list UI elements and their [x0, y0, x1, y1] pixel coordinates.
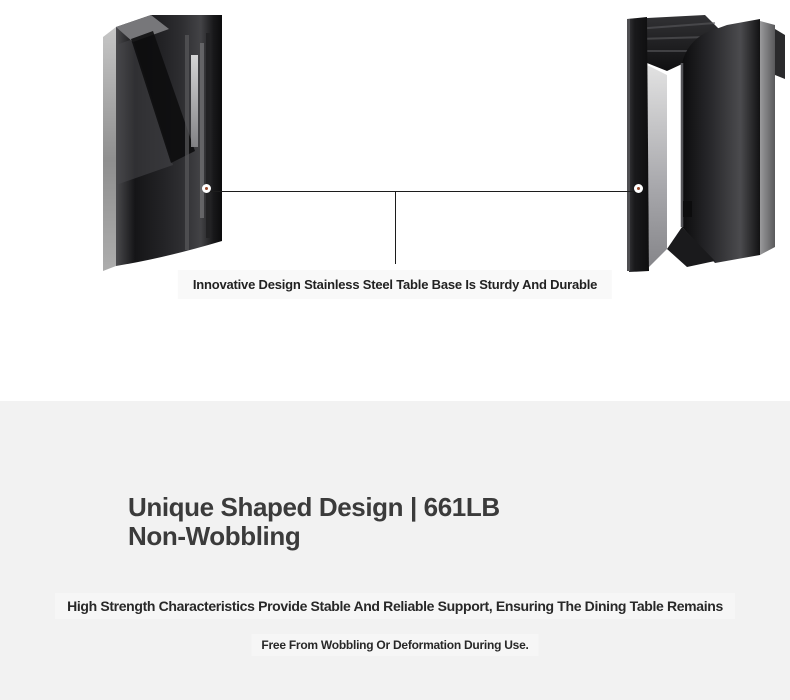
callout-line-horizontal [209, 191, 642, 192]
feature-heading [128, 493, 500, 551]
feature-body-line1: High Strength Characteristics Provide Stable And Reliable Support, Ensuring The Dining Table Remains [55, 593, 735, 619]
callout-dot-right-icon [634, 184, 643, 193]
table-leg-image-right [627, 15, 790, 273]
feature-heading-line2: Non-Wobbling [128, 521, 301, 551]
callout-line-vertical [395, 191, 396, 264]
callout-dot-left-icon [202, 184, 211, 193]
feature-heading-line1: Unique Shaped Design | 661LB [128, 492, 500, 522]
table-leg-image-left [103, 15, 222, 272]
feature-section [0, 401, 790, 700]
feature-body-line2: Free From Wobbling Or Deformation During Use. [251, 634, 538, 656]
hero-caption: Innovative Design Stainless Steel Table Base Is Sturdy And Durable [178, 270, 612, 299]
